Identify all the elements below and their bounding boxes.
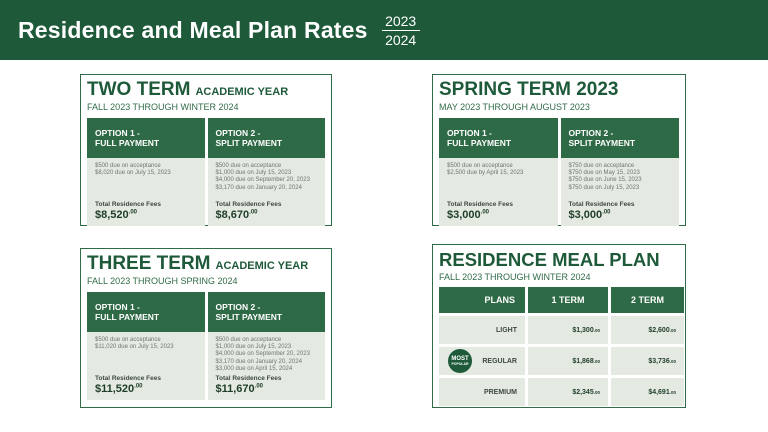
payment-line: $1,000 due on July 15, 2023 (215, 170, 292, 177)
total-cents: .00 (254, 383, 263, 390)
payment-line: $3,170 due on January 20, 2024 (215, 358, 302, 365)
option-label: OPTION 2 - (215, 302, 261, 312)
column-header-plans: PLANS (439, 287, 525, 313)
spring-term-title: SPRING TERM 2023 (439, 79, 619, 100)
option-header (439, 118, 558, 158)
total-label: Total Residence Fees (447, 201, 513, 208)
two-term-title-suffix: ACADEMIC YEAR (195, 86, 289, 98)
price-light-2-term (611, 316, 684, 344)
price-value: $2,600 (648, 326, 670, 334)
price-regular-1-term (528, 347, 608, 375)
page-header (0, 0, 768, 60)
badge-line-1: MOST (451, 355, 469, 362)
option-header (87, 292, 205, 332)
total-amount (95, 383, 197, 395)
payment-schedule (569, 163, 672, 199)
payment-line: $750 due on June 15, 2023 (568, 177, 642, 184)
year-range (382, 13, 420, 48)
option-label: OPTION 1 - (95, 128, 140, 138)
three-term-option-1 (87, 292, 205, 400)
payment-schedule (447, 163, 550, 199)
payment-line: $750 due on July 15, 2023 (568, 184, 640, 191)
payment-line: $500 due on acceptance (95, 337, 161, 343)
two-term-title: TWO TERM (87, 79, 191, 100)
meal-plan-title: RESIDENCE MEAL PLAN (439, 249, 660, 270)
total-label: Total Residence Fees (215, 375, 282, 383)
price-cents: .00 (669, 389, 676, 395)
most-popular-badge (448, 349, 472, 373)
option-header (208, 292, 326, 332)
option-type: SPLIT PAYMENT (215, 138, 283, 148)
price-value: $1,868 (572, 357, 594, 365)
price-regular-2-term (611, 347, 684, 375)
payment-line: $8,020 due on July 15, 2023 (95, 170, 171, 177)
plan-name-regular (439, 347, 525, 375)
three-term-title: THREE TERM (87, 253, 211, 274)
payment-schedule (95, 163, 197, 199)
option-label: OPTION 2 - (215, 128, 261, 138)
total-value: $8,670 (215, 209, 250, 221)
total-cents: .00 (128, 209, 137, 216)
meal-plan-table (439, 287, 679, 406)
two-term-heading (87, 79, 325, 101)
price-value: $1,300 (572, 326, 594, 334)
total-value: $3,000 (568, 209, 603, 221)
total-label: Total Residence Fees (568, 201, 635, 208)
option-type: SPLIT PAYMENT (215, 312, 283, 322)
total-value: $11,670 (215, 383, 255, 396)
option-type: FULL PAYMENT (95, 312, 160, 322)
total-label: Total Residence Fees (95, 375, 161, 382)
three-term-option-2 (208, 292, 326, 400)
two-term-option-2 (208, 118, 326, 226)
price-premium-2-term (611, 378, 684, 406)
payment-line: $750 due on May 15, 2023 (568, 170, 640, 177)
year-bottom: 2024 (385, 31, 417, 48)
year-top: 2023 (385, 12, 417, 29)
price-cents: .00 (669, 358, 676, 364)
total-amount (95, 209, 197, 221)
price-value: $3,736 (648, 357, 670, 365)
option-type: SPLIT PAYMENT (568, 138, 636, 148)
payment-line: $3,170 due on January 20, 2024 (215, 184, 302, 191)
total-amount (447, 209, 550, 221)
payment-line: $500 due on acceptance (447, 163, 513, 169)
plan-name-premium: PREMIUM (439, 378, 525, 406)
payment-line: $750 due on acceptance (568, 163, 635, 169)
total-cents: .00 (134, 383, 143, 390)
option-body (561, 158, 680, 226)
meal-plan-subtitle: FALL 2023 THROUGH WINTER 2024 (439, 272, 591, 282)
payment-line: $4,000 due on September 20, 2023 (215, 351, 310, 358)
option-type: FULL PAYMENT (447, 138, 512, 148)
spring-term-option-1 (439, 118, 558, 226)
two-term-subtitle: FALL 2023 THROUGH WINTER 2024 (87, 102, 239, 112)
two-term-card (80, 74, 332, 226)
column-header-1-term: 1 TERM (528, 287, 608, 313)
payment-schedule (216, 337, 318, 373)
total-amount (216, 383, 318, 395)
spring-term-option-2 (561, 118, 680, 226)
payment-line: $3,000 due on April 15, 2024 (215, 365, 293, 372)
payment-line: $11,020 due on July 15, 2023 (95, 344, 174, 351)
total-amount (216, 209, 318, 221)
payment-schedule (216, 163, 318, 199)
price-light-1-term (528, 316, 608, 344)
price-cents: .00 (593, 327, 600, 333)
price-value: $2,345 (572, 388, 594, 396)
three-term-subtitle: FALL 2023 THROUGH SPRING 2024 (87, 276, 238, 286)
option-body (208, 158, 326, 226)
three-term-heading (87, 253, 325, 275)
price-cents: .00 (593, 358, 600, 364)
option-type: FULL PAYMENT (95, 138, 160, 148)
three-term-card (80, 248, 332, 408)
option-header (561, 118, 680, 158)
price-premium-1-term (528, 378, 608, 406)
option-body (87, 158, 205, 226)
total-label: Total Residence Fees (95, 201, 161, 208)
column-header-2-term: 2 TERM (611, 287, 684, 313)
payment-line: $500 due on acceptance (215, 337, 282, 343)
payment-line: $500 due on acceptance (95, 163, 161, 169)
page-title: Residence and Meal Plan Rates (18, 16, 368, 43)
option-header (208, 118, 326, 158)
plan-name-light: LIGHT (439, 316, 525, 344)
total-label: Total Residence Fees (215, 201, 282, 208)
option-label: OPTION 1 - (95, 302, 140, 312)
three-term-options (87, 292, 325, 400)
total-cents: .00 (249, 209, 258, 216)
option-body (87, 332, 205, 400)
payment-line: $1,000 due on July 15, 2023 (215, 344, 292, 351)
spring-term-subtitle: MAY 2023 THROUGH AUGUST 2023 (439, 102, 590, 112)
payment-schedule (95, 337, 197, 373)
price-cents: .00 (593, 389, 600, 395)
price-cents: .00 (669, 327, 676, 333)
option-body (208, 332, 326, 400)
two-term-options (87, 118, 325, 226)
total-value: $8,520 (95, 209, 129, 221)
option-label: OPTION 1 - (447, 128, 492, 138)
option-label: OPTION 2 - (568, 128, 614, 138)
payment-line: $4,000 due on September 20, 2023 (215, 177, 310, 184)
year-divider (382, 30, 420, 31)
total-value: $3,000 (447, 209, 481, 221)
total-cents: .00 (602, 209, 611, 216)
spring-term-heading (439, 79, 679, 101)
badge-line-2: POPULAR (451, 361, 469, 366)
option-header (87, 118, 205, 158)
two-term-option-1 (87, 118, 205, 226)
spring-term-options (439, 118, 679, 226)
option-body (439, 158, 558, 226)
total-cents: .00 (480, 209, 489, 216)
payment-line: $2,500 due by April 15, 2023 (447, 170, 524, 177)
payment-line: $500 due on acceptance (215, 163, 282, 169)
total-amount (569, 209, 672, 221)
three-term-title-suffix: ACADEMIC YEAR (215, 260, 309, 272)
plan-name-label: REGULAR (482, 357, 517, 365)
meal-plan-card (432, 244, 686, 408)
total-value: $11,520 (95, 383, 135, 395)
spring-term-card (432, 74, 686, 226)
price-value: $4,691 (648, 388, 670, 396)
